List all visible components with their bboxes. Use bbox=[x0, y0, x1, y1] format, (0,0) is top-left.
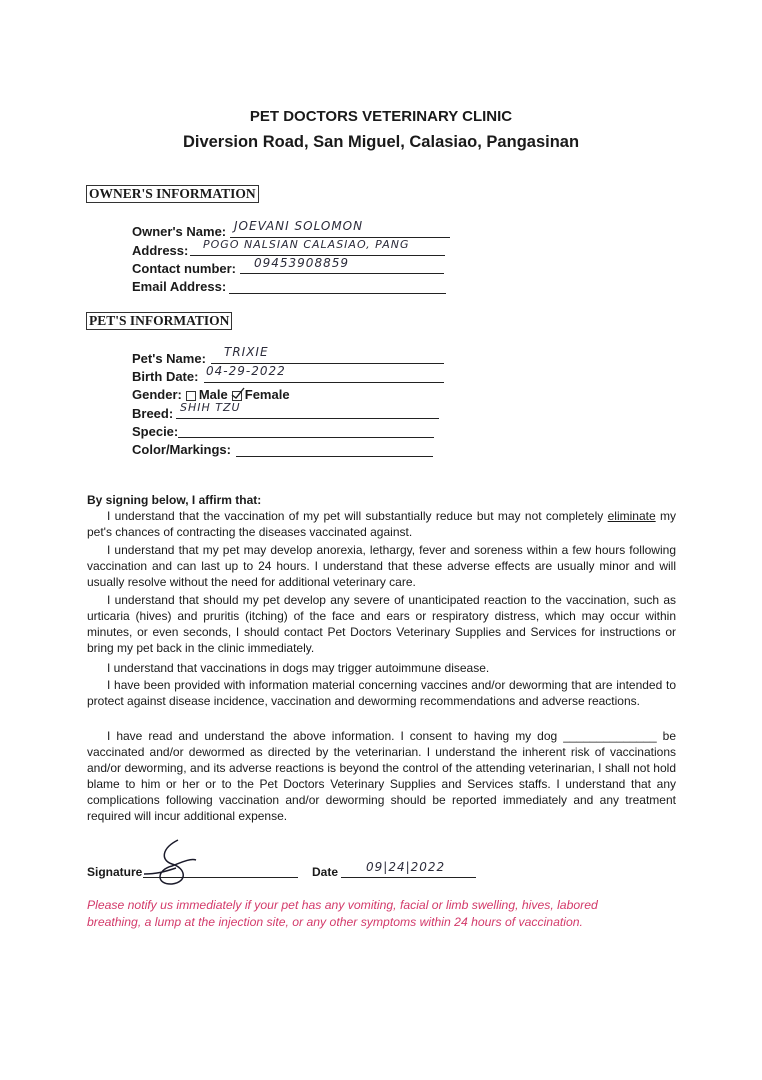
contact-number-value: 09453908859 bbox=[254, 256, 349, 270]
pet-section-heading: PET'S INFORMATION bbox=[86, 312, 232, 330]
affirmation-heading: By signing below, I affirm that: bbox=[87, 493, 262, 507]
female-option-label: Female bbox=[244, 387, 290, 402]
clinic-address: Diversion Road, San Miguel, Calasiao, Pangasinan bbox=[182, 133, 580, 151]
dog-name-blank[interactable]: ______________ bbox=[563, 729, 657, 743]
affirmation-paragraph-4: I understand that vaccinations in dogs may trigger autoimmune disease. bbox=[107, 661, 490, 675]
birth-date-value: 04-29-2022 bbox=[206, 364, 286, 378]
female-checkbox[interactable] bbox=[232, 391, 242, 401]
pet-name-value: TRIXIE bbox=[224, 345, 269, 359]
checkmark-icon bbox=[231, 387, 245, 399]
color-markings-field[interactable] bbox=[236, 441, 433, 457]
affirmation-paragraph-2: I understand that my pet may develop anorexia, lethargy, fever and soreness within a few hours following vaccination and can last up to 24 hours. I understand that these adverse effects are usually minor and will usually resolve without the need for additional veterinary care. bbox=[87, 543, 676, 589]
specie-label: Specie: bbox=[132, 424, 179, 439]
owner-section-heading: OWNER'S INFORMATION bbox=[86, 185, 259, 203]
affirmation-paragraph-6 bbox=[87, 728, 676, 824]
paragraph-6-text-end: be vaccinated and/or dewormed as directed by the veterinarian. I understand the inherent risk of vaccinations and/or deworming, and its adverse reactions is beyond the control of the attending veterinarian, I shall not hold blame to him or her or to the Pet Doctors Veterinary Supplies and Services staffs. I understand that any complications following vaccination and/or deworming should be reported immediately and any treatment required will incur additional expense. bbox=[87, 729, 676, 823]
signature-scribble-icon bbox=[142, 838, 206, 888]
paragraph-1-text-end: my pet's chances of contracting the diseases vaccinated against. bbox=[87, 509, 676, 539]
eliminate-underlined: eliminate bbox=[607, 509, 656, 523]
affirmation-paragraph-5: I have been provided with information material concerning vaccines and/or deworming that are intended to protect against disease incidence, vaccination and deworming recommendations and adverse reactions. bbox=[87, 678, 676, 708]
owner-address-value: POGO NALSIAN CALASIAO, PANG bbox=[203, 238, 410, 251]
owner-name-value: JOEVANI SOLOMON bbox=[234, 219, 364, 233]
date-value: 09|24|2022 bbox=[366, 860, 446, 874]
affirmation-paragraph-1 bbox=[87, 508, 676, 540]
date-label: Date bbox=[312, 865, 339, 879]
signature-label: Signature bbox=[87, 865, 143, 879]
paragraph-6-text: I have read and understand the above information. I consent to having my dog bbox=[107, 729, 558, 743]
affirmation-paragraph-3: I understand that should my pet develop any severe of unanticipated reaction to the vaccination, such as urticaria (hives) and pruritis (itching) of the face and ears or respiratory distress, which may occur within minutes, or even seconds, I should contact Pet Doctors Veterinary Supplies and Services for instructions or bring my pet back in the clinic immediately. bbox=[87, 593, 676, 655]
vaccination-notice: Please notify us immediately if your pet has any vomiting, facial or limb swelling, hives, labored breathing, a lump at the injection site, or any other symptoms within 24 hours of vaccination. bbox=[87, 898, 598, 929]
male-option-label: Male bbox=[198, 387, 228, 402]
pet-name-label: Pet's Name: bbox=[132, 351, 206, 366]
email-label: Email Address: bbox=[132, 279, 227, 294]
color-markings-label: Color/Markings: bbox=[132, 442, 231, 457]
contact-number-label: Contact number: bbox=[132, 261, 236, 276]
specie-field[interactable] bbox=[178, 422, 434, 438]
paragraph-1-text: I understand that the vaccination of my pet will substantially reduce but may not completely bbox=[107, 509, 604, 523]
clinic-name: PET DOCTORS VETERINARY CLINIC bbox=[249, 108, 513, 125]
breed-label: Breed: bbox=[132, 406, 174, 421]
male-checkbox[interactable] bbox=[186, 391, 196, 401]
breed-value: SHIH TZU bbox=[180, 401, 241, 414]
gender-row bbox=[132, 387, 290, 402]
owner-address-label: Address: bbox=[132, 243, 189, 258]
birth-date-label: Birth Date: bbox=[132, 369, 199, 384]
email-field[interactable] bbox=[229, 278, 446, 294]
owner-name-label: Owner's Name: bbox=[132, 224, 227, 239]
gender-label: Gender: bbox=[132, 387, 182, 402]
